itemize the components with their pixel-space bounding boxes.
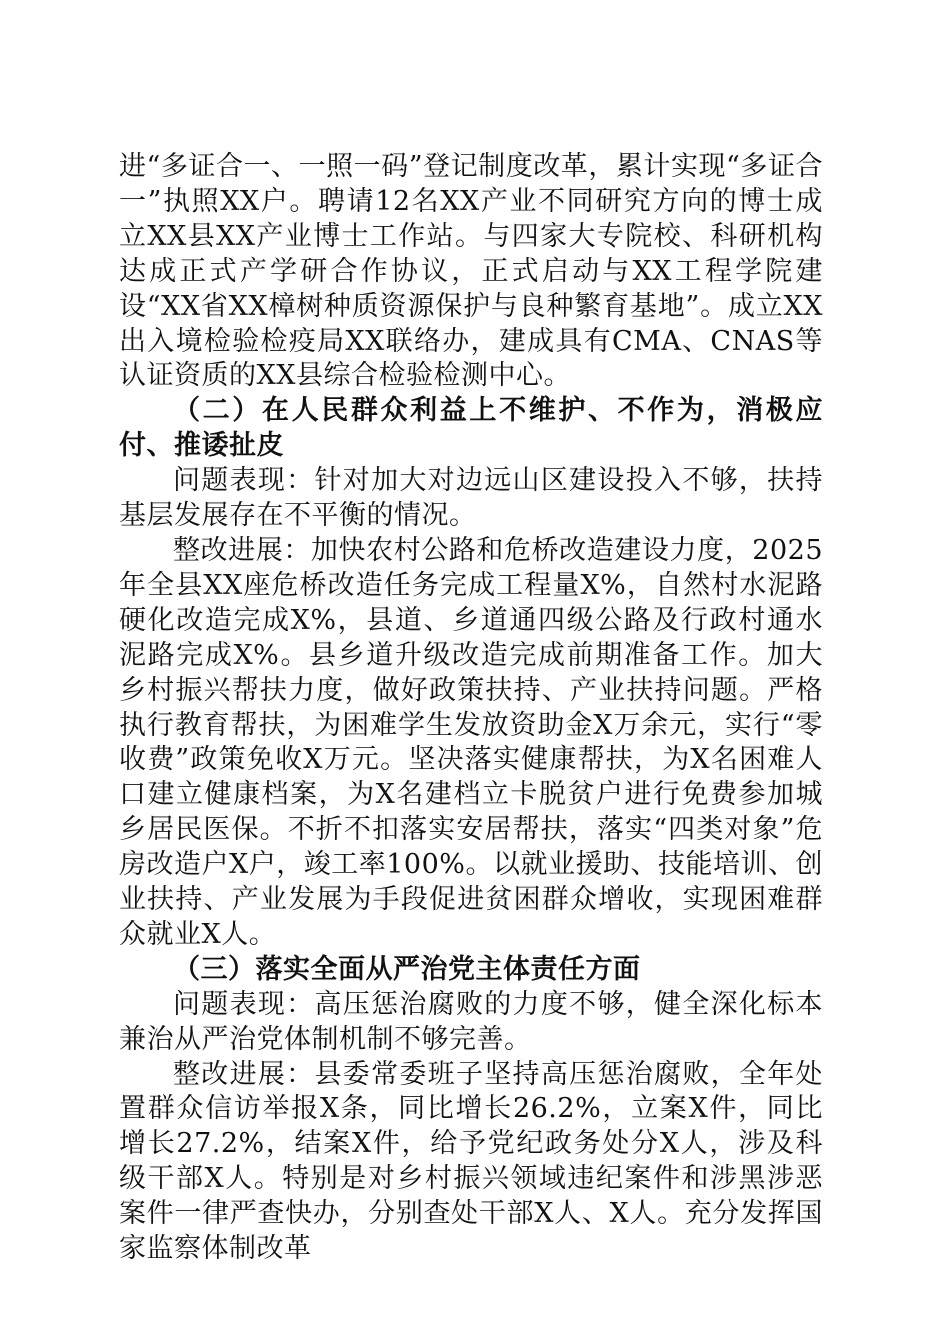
paragraph-problem-3: 问题表现：高压惩治腐败的力度不够，健全深化标本兼治从严治党体制机制不够完善。 (119, 988, 823, 1055)
document-body (119, 150, 823, 1267)
paragraph-progress-3: 整改进展：县委常委班子坚持高压惩治腐败，全年处置群众信访举报X条，同比增长26.2%，立案X件，同比增长27.2%，结案X件，给予党纪政务处分X人，涉及科级干部X人。特别是对乡村振兴领域违纪案件和涉黑涉恶案件一律严查快办，分别查处干部X人、X人。充分发挥国家监察体制改革 (119, 1058, 823, 1265)
section-heading-3: （三）落实全面从严治党主体责任方面 (173, 953, 641, 985)
section-heading-2: （二）在人民群众利益上不维护、不作为，消极应付、推诿扯皮 (119, 395, 823, 462)
paragraph-progress-2: 整改进展：加快农村公路和危桥改造建设力度，2025年全县XX座危桥改造任务完成工程量X%，自然村水泥路硬化改造完成X%，县道、乡道通四级公路及行政村通水泥路完成X%。县乡道升级改造完成前期准备工作。加大乡村振兴帮扶力度，做好政策扶持、产业扶持问题。严格执行教育帮扶，为困难学生发放资助金X万余元，实行“零收费”政策免收X万元。坚决落实健康帮扶，为X名困难人口建立健康档案，为X名建档立卡脱贫户进行免费参加城乡居民医保。不折不扣落实安居帮扶，落实“四类对象”危房改造户X户，竣工率100%。以就业援助、技能培训、创业扶持、产业发展为手段促进贫困群众增收，实现困难群众就业X人。 (119, 534, 823, 950)
paragraph-problem-2: 问题表现：针对加大对边远山区建设投入不够，扶持基层发展存在不平衡的情况。 (119, 465, 823, 532)
paragraph-continuation: 进“多证合一、一照一码”登记制度改革，累计实现“多证合一”执照XX户。聘请12名XX产业不同研究方向的博士成立XX县XX产业博士工作站。与四家大专院校、科研机构达成正式产学研合作协议，正式启动与XX工程学院建设“XX省XX樟树种质资源保护与良种繁育基地”。成立XX出入境检验检疫局XX联络办，建成具有CMA、CNAS等认证资质的XX县综合检验检测中心。 (119, 151, 823, 392)
